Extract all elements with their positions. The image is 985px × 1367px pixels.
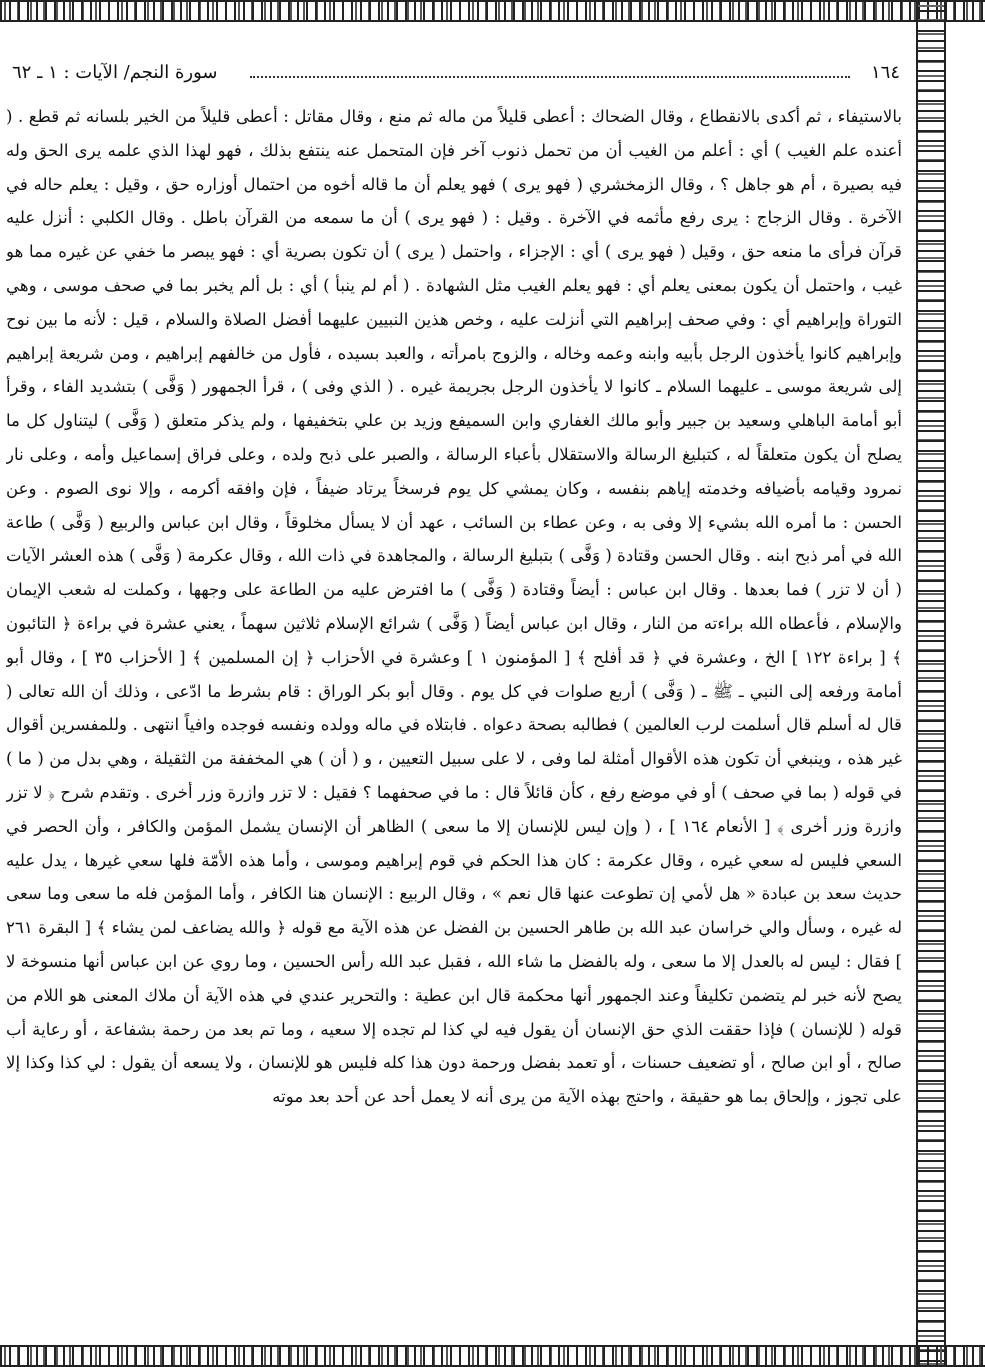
page-number: ١٦٤ <box>870 62 900 83</box>
body-paragraph: بالاستيفاء ، ثم أكدى بالانقطاع ، وقال الضحاك : أعطى قليلاً من ماله ثم منع ، وقال مقاتل : أعطى قليلاً من الخير بلسانه ثم قطع . ( أعنده علم الغيب ) أي : أعلم من الغيب أن من تحمل ذنوب آخر فإن المتحمل عنه ينتفع بذلك ، فهو لهذا الذي علمه يرى الحق وله فيه بصيرة ، أم هو جاهل ؟ ، وقال الزمخشري ( فهو يرى ) فهو يعلم أن ما قاله أخوه من احتمال أوزاره حق ، وقيل : يعلم حاله في الآخرة . وقال الزجاج : يرى رفع مأثمه في الآخرة . وقيل : ( فهو يرى ) أن ما سمعه من القرآن باطل . وقال الكلبي : أنزل عليه قرآن فرأى ما منعه حق ، وقيل ( فهو يرى ) أي : الإجزاء ، واحتمل ( يرى ) أن تكون بصرية أي : فهو يبصر ما خفي عن غيره مما هو غيب ، واحتمل أن يكون بمعنى يعلم أي : فهو يعلم الغيب مثل الشهادة . ( أم لم ينبأ ) أي : بل ألم يخبر بما في صحف موسى ، وهي التوراة وإبراهيم أي : وفي صحف إبراهيم التي أنزلت عليه ، وخص هذين النبيين عليهما أفضل الصلاة والسلام ، قيل : لأنه ما بين نوح وإبراهيم كانوا يأخذون الرجل بأبيه وابنه وعمه وخاله ، والزوج بامرأته ، والعبد بسيده ، فأول من خالفهم إبراهيم ، ومن شريعة إبراهيم إلى شريعة موسى ـ عليهما السلام ـ كانوا لا يأخذون الرجل بجريمة غيره . ( الذي وفى ) ، قرأ الجمهور ( وَفَّى ) بتشديد الفاء ، وقرأ أبو أمامة الباهلي وسعيد بن جبير وأبو مالك الغفاري وابن السميفع وزيد بن علي بتخفيفها ، ولم يذكر متعلق ( وَفَّى ) ليتناول كل ما يصلح أن يكون متعلقاً له ، كتبليغ الرسالة والاستقلال بأعباء الرسالة ، والصبر على ذبح ولده ، وعلى فراق إسماعيل وأمه ، وعلى نار نمرود وقيامه بأضيافه وخدمته إياهم بنفسه ، وكان يمشي كل يوم فرسخاً يرتاد ضيفاً ، فإن وافقه أكرمه ، وإلا نوى الصوم . وعن الحسن : ما أمره الله بشيء إلا وفى به ، وعن عطاء بن السائب ، عهد أن لا يسأل مخلوقاً ، وقال ابن عباس والربيع ( وَفَّى ) طاعة الله في أمر ذبح ابنه . وقال الحسن وقتادة ( وَفَّى ) بتبليغ الرسالة ، والمجاهدة في ذات الله ، وقال عكرمة ( وَفَّى ) هذه العشر الآيات ( أن لا تزر ) فما بعدها . وقال ابن عباس : أيضاً وقتادة ( وَفَّى ) ما افترض عليه من الطاعة على وجهها ، وكملت له شعب الإيمان والإسلام ، فأعطاه الله براءته من النار ، وقال ابن عباس أيضاً ( وَفَّى ) شرائع الإسلام ثلاثين سهماً ، يعني عشرة في براءة ﴿ التائبون ﴾ [ براءة ١٢٢ ] الخ ، وعشرة في ﴿ قد أفلح ﴾ [ المؤمنون ١ ] وعشرة في الأحزاب ﴿ إن المسلمين ﴾ [ الأحزاب ٣٥ ] ، وقال أبو أمامة ورفعه إلى النبي ـ ﷺ ـ ( وَفَّى ) أربع صلوات في كل يوم . وقال أبو بكر الوراق : قام بشرط ما ادّعى ، وذلك أن الله تعالى ( قال له أسلم قال أسلمت لرب العالمين ) فطالبه بصحة دعواه . فابتلاه في ماله وولده ونفسه فوجده وافياً انتهى . وللمفسرين أقوال غير هذه ، وينبغي أن تكون هذه الأقوال أمثلة لما وفى ، لا على سبيل التعيين ، و ( أن ) هي المخففة من الثقيلة ، وهي بدل من ( ما ) في قوله ( بما في صحف ) أو في موضع رفع ، كأن قائلاً قال : ما في صحفهما ؟ فقيل : لا تزر وازرة وزر أخرى . وتقدم شرح ﴿ لا تزر وازرة وزر أخرى ﴾ [ الأنعام ١٦٤ ] ، ( وإن ليس للإنسان إلا ما سعى ) الظاهر أن الإنسان يشمل المؤمن والكافر ، وأن الحصر في السعي فليس له سعي غيره ، وقال عكرمة : كان هذا الحكم في قوم إبراهيم وموسى ، وأما هذه الأمّة فلها سعي غيرها ، يدل عليه حديث سعد بن عبادة « هل لأمي إن تطوعت عنها قال نعم » ، وقال الربيع : الإنسان هنا الكافر ، وأما المؤمن فله ما سعى وما سعى له غيره ، وسأل والي خراسان عبد الله بن طاهر الحسين بن الفضل عن هذه الآية مع قوله ﴿ والله يضاعف لمن يشاء ﴾ [ البقرة ٢٦١ ] فقال : ليس له بالعدل إلا ما سعى ، وله بالفضل ما شاء الله ، فقبل عبد الله رأس الحسين ، وما روي عن ابن عباس أنها منسوخة لا يصح لأنه خبر لم يتضمن تكليفاً وعند الجمهور أنها محكمة قال ابن عطية : والتحرير عندي في هذه الآية أن ملاك المعنى هو اللام من قوله ( للإنسان ) فإذا حققت الذي حق الإنسان أن يقول فيه لي كذا لم تجده إلا سعيه ، وما تم بعد من رحمة بشفاعة ، أو رعاية أب صالح ، أو ابن صالح ، أو تضعيف حسنات ، أو تعمد بفضل ورحمة دون هذا كله فليس هو للإنسان ، ولا يسعه أن يقول : لي كذا وكذا إلا على تجوز ، وإلحاق بما هو حقيقة ، واحتج بهذه الآية من يرى أنه لا يعمل أحد عن أحد بعد موته <box>6 107 902 1107</box>
main-text-block <box>6 100 902 1285</box>
decorative-border-top <box>0 0 985 22</box>
page-header <box>0 60 900 92</box>
decorative-border-bottom <box>0 1345 985 1367</box>
header-dotted-leader <box>250 76 850 78</box>
surah-title: سورة النجم/ الآيات : ١ ـ ٦٢ <box>12 62 218 83</box>
decorative-border-right <box>916 0 946 1367</box>
